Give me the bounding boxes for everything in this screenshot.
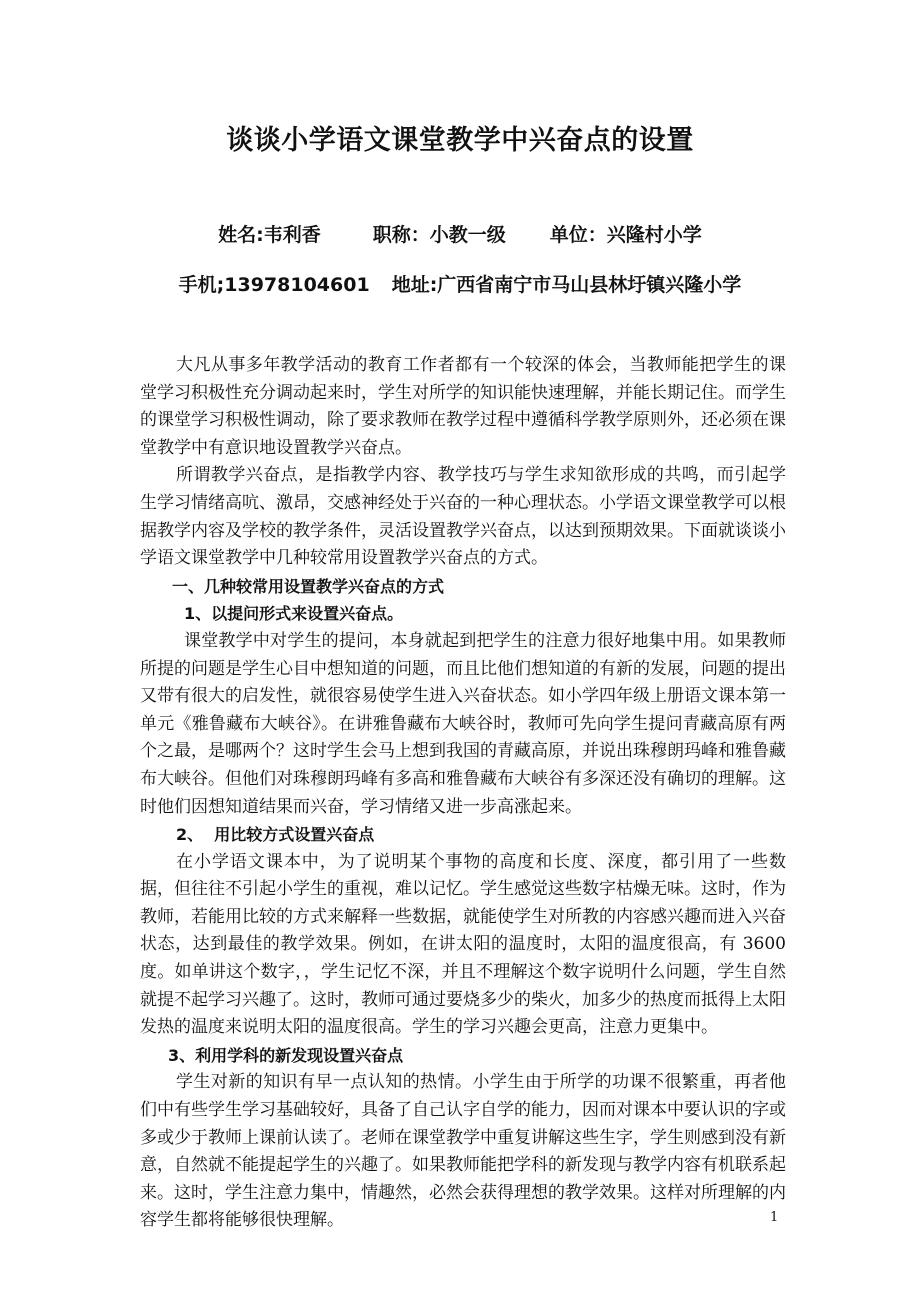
subsection-1-body: 课堂教学中对学生的提问，本身就起到把学生的注意力很好地集中用。如果教师所提的问题是学生心目中想知道的问题，而且比他们想知道的有新的发展，问题的提出又带有很大的启发性，就很容易使学生进入兴奋状态。如小学四年级上册语文课本第一单元《雅鲁藏布大峡谷》。在讲雅鲁藏布大峡谷时，教师可先向学生提问青藏高原有两个之最，是哪两个？这时学生会马上想到我国的青藏高原，并说出珠穆朗玛峰和雅鲁藏布大峡谷。但他们对珠穆朗玛峰有多高和雅鲁藏布大峡谷有多深还没有确切的理解。这时他们因想知道结果而兴奋，学习情绪又进一步高涨起来。 [140, 630, 786, 817]
contact-info-line [0, 270, 920, 297]
document-title: 谈谈小学语文课堂教学中兴奋点的设置 [226, 125, 694, 156]
paragraph-intro-2: 所谓教学兴奋点，是指教学内容、教学技巧与学生求知欲形成的共鸣，而引起学生学习情绪高吭、激昂，交感神经处于兴奋的一种心理状态。小学语文课堂教学可以根据教学内容及学校的教学条件，灵活设置教学兴奋点，以达到预期效果。下面就谈谈小学语文课堂教学中几种较常用设置教学兴奋点的方式。 [140, 465, 786, 569]
subsection-3-body: 学生对新的知识有早一点认知的热情。小学生由于所学的功课不很繁重，再者他们中有些学生学习基础较好，具备了自己认字自学的能力，因而对课本中要认识的字或多或少于教师上课前认读了。老师在课堂教学中重复讲解这些生字，学生则感到没有新意，自然就不能提起学生的兴趣了。如果教师能把学科的新发现与教学内容有机联系起来。这时，学生注意力集中，情趣然，必然会获得理想的教学效果。这样对所理解的内容学生都将能够很快理解。 [140, 1072, 786, 1231]
author-address: 地址:广西省南宁市马山县林圩镇兴隆小学 [391, 274, 742, 296]
subsection-2-body: 在小学语文课本中，为了说明某个事物的高度和长度、深度，都引用了一些数据，但往往不引起小学生的重视，难以记忆。学生感觉这些数字枯燥无味。这时，作为教师，若能用比较的方式来解释一些数据，就能使学生对所教的内容感兴趣而进入兴奋状态，达到最佳的教学效果。例如，在讲太阳的温度时，太阳的温度很高，有 3600 度。如单讲这个数字，，学生记忆不深，并且不理解这个数字说明什么问题，学生自然就提不起学习兴趣了。这时，教师可通过要烧多少的柴火，加多少的热度而抵得上太阳发热的温度来说明太阳的温度很高。学生的学习兴趣会更高，注意力更集中。 [140, 851, 786, 1038]
subsection-1-heading: 1、以提问形式来设置兴奋点。 [184, 604, 404, 624]
author-name: 姓名:韦利香 [218, 224, 321, 246]
paragraph-intro-1: 大凡从事多年教学活动的教育工作者都有一个较深的体会，当教师能把学生的课堂学习积极性充分调动起来时，学生对所学的知识能快速理解，并能长期记住。而学生的课堂学习积极性调动，除了要求教师在教学过程中遵循科学教学原则外，还必须在课堂教学中有意识地设置教学兴奋点。 [140, 355, 786, 458]
subsection-3-heading: 3、利用学科的新发现设置兴奋点 [168, 1045, 404, 1065]
author-phone: 手机;13978104601 [178, 274, 370, 296]
page-number: 1 [770, 1210, 779, 1225]
author-unit: 单位：兴隆村小学 [549, 224, 702, 246]
document-body [140, 352, 786, 1235]
author-title: 职称：小教一级 [372, 224, 506, 246]
section-1-heading: 一、几种较常用设置教学兴奋点的方式 [172, 576, 445, 596]
author-info-line [0, 220, 920, 247]
subsection-2-heading: 2、 用比较方式设置兴奋点 [176, 825, 375, 845]
